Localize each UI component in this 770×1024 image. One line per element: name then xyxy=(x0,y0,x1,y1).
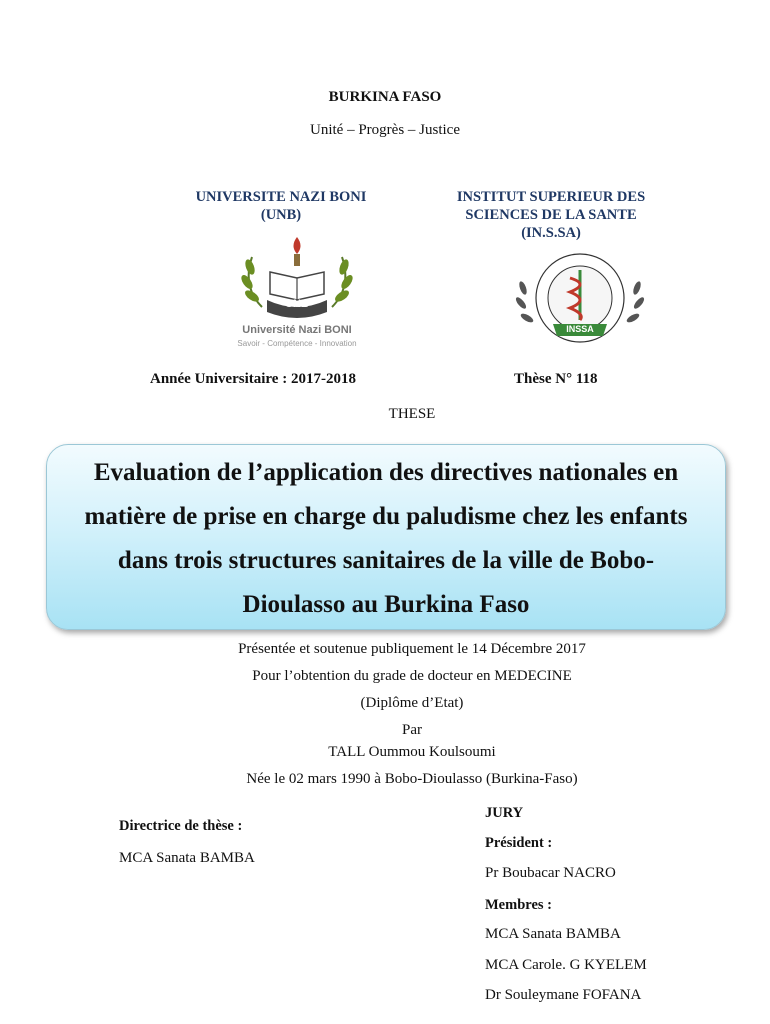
presentation-date: Présentée et soutenue publiquement le 14 Décembre 2017 xyxy=(238,641,586,657)
inssa-logo-text: INSSA xyxy=(566,324,594,334)
unb-logo xyxy=(222,232,372,352)
diploma-line: (Diplôme d’Etat) xyxy=(360,695,464,711)
president-name: Pr Boubacar NACRO xyxy=(485,865,616,881)
members-label: Membres : xyxy=(485,897,552,913)
thesis-title-box xyxy=(46,444,726,630)
institute-name-line1: INSTITUT SUPERIEUR DES xyxy=(456,189,646,205)
degree-line: Pour l’obtention du grade de docteur en MEDECINE xyxy=(252,668,572,684)
jury-member: Dr Souleymane FOFANA xyxy=(485,987,642,1003)
university-name-line1: UNIVERSITE NAZI BONI xyxy=(195,189,367,205)
director-label: Directrice de thèse : xyxy=(119,818,243,834)
jury-member: MCA Sanata BAMBA xyxy=(485,926,621,942)
unb-logo-text: UNB xyxy=(285,298,309,310)
thesis-title xyxy=(67,451,705,627)
university-name-line2: (UNB) xyxy=(260,207,302,223)
jury-member: MCA Carole. G KYELEM xyxy=(485,957,647,973)
university-name xyxy=(150,188,412,224)
jury-heading: JURY xyxy=(485,805,524,821)
thesis-title-line4: Dioulasso au Burkina Faso xyxy=(242,591,530,618)
institute-name-line2: SCIENCES DE LA SANTE xyxy=(465,207,637,223)
country-name: BURKINA FASO xyxy=(328,89,442,105)
thesis-title-line2: matière de prise en charge du paludisme chez les enfants xyxy=(84,503,688,530)
inssa-logo xyxy=(505,238,655,348)
academic-year: Année Universitaire : 2017-2018 xyxy=(150,371,356,387)
unb-logo-caption: Université Nazi BONI xyxy=(242,324,352,336)
institute-name-line3: (IN.S.SA) xyxy=(521,225,581,241)
birth-line: Née le 02 mars 1990 à Bobo-Dioulasso (Burkina-Faso) xyxy=(246,771,578,787)
director-name: MCA Sanata BAMBA xyxy=(119,850,255,866)
thesis-number: Thèse N° 118 xyxy=(514,371,598,387)
document-type: THESE xyxy=(388,406,436,422)
by-line: Par xyxy=(402,722,422,738)
institute-name xyxy=(420,188,682,242)
thesis-title-line3: dans trois structures sanitaires de la ville de Bobo- xyxy=(117,547,655,574)
national-motto: Unité – Progrès – Justice xyxy=(310,122,460,138)
author-name: TALL Oummou Koulsoumi xyxy=(328,744,496,760)
thesis-title-line1: Evaluation de l’application des directives nationales en xyxy=(93,459,679,486)
president-label: Président : xyxy=(485,835,553,851)
unb-logo-tagline: Savoir - Compétence - Innovation xyxy=(237,339,357,348)
